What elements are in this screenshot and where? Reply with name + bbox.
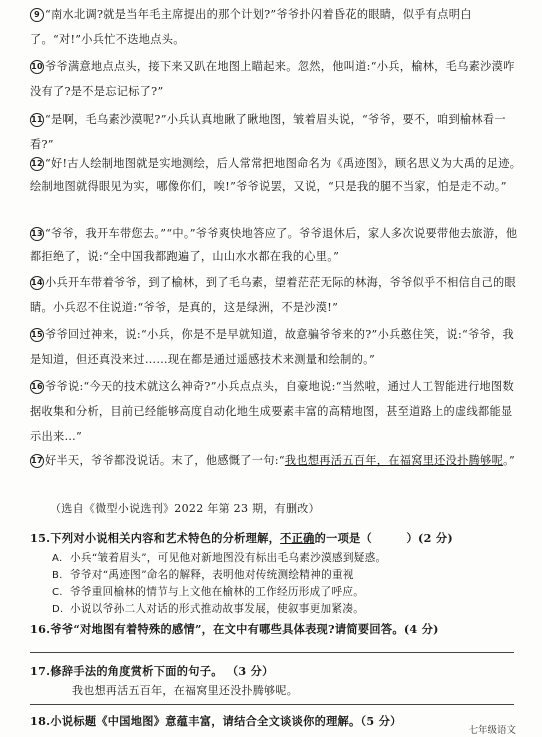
paragraph-number: 14 — [30, 276, 44, 290]
paragraph-9 — [30, 2, 522, 52]
paragraph-10 — [30, 54, 522, 104]
paragraph-number: 15 — [30, 328, 44, 342]
question-15-stem — [30, 529, 522, 547]
option-b — [52, 567, 354, 582]
question-score: 的一项是（ ）(2 分) — [314, 531, 453, 545]
question-18: 18.小说标题《中国地图》意蕴丰富，请结合全文谈谈你的理解。（5 分） — [30, 714, 402, 728]
paragraph-text: “爷爷，我开车带您去。”“中。”爷爷爽快地答应了。爷爷退休后，家人多次说要带他去旅游，他都拒绝了，说:“全中国我都跑遍了，山山水水都在我的心里。” — [30, 227, 518, 263]
option-key: C. — [52, 587, 63, 598]
paragraph-number: 9 — [30, 8, 44, 22]
question-emphasis: 不正确 — [280, 531, 315, 545]
paragraph-text: 好半天，爷爷都没说话。末了，他感慨了一句:“ — [45, 454, 285, 467]
paragraph-number: 11 — [30, 113, 44, 127]
option-text: 爷爷重回榆林的情节与上文他在榆林的工作经历形成了呼应。 — [70, 586, 365, 598]
option-key: B. — [52, 570, 63, 581]
source-note: （选自《微型小说选刊》2022 年第 23 期，有删改） — [50, 502, 320, 515]
paragraph-text: 爷爷满意地点点头，接下来又趴在地图上瞄起来。忽然，他叫道:“小兵，榆林，毛乌素沙漠咋没有了?是不是忘记标了?” — [30, 60, 515, 98]
paragraph-number: 16 — [30, 380, 44, 394]
option-text: 小兵“皱着眉头”，可见他对新地图没有标出毛乌素沙漠感到疑惑。 — [70, 552, 387, 564]
option-c — [52, 584, 364, 599]
question-17: 17.修辞手法的角度赏析下面的句子。 （3 分） — [30, 664, 274, 678]
page-footer: 七年级语文 — [468, 725, 516, 736]
paragraph-text: 爷爷说:“今天的技术就这么神奇?”小兵点点头，自豪地说:“当然啦，通过人工智能进行地图数据收集和分析，目前已经能够高度自动化地生成要素丰富的高精地图，甚至道路上的虚线都能显示出来…” — [30, 380, 515, 443]
paragraph-12 — [30, 152, 522, 198]
paragraph-text-end: 。” — [503, 454, 516, 467]
option-a — [52, 550, 386, 565]
option-text: 小说以爷孙二人对话的形式推动故事发展，使叙事更加紧凑。 — [70, 603, 365, 615]
paragraph-11 — [30, 107, 522, 157]
answer-line[interactable] — [30, 652, 514, 653]
option-key: D. — [52, 604, 64, 615]
question-17-sentence: 我也想再活五百年，在福窝里还没扑腾够呢。 — [72, 684, 298, 697]
paragraph-text: 爷爷回过神来，说:“小兵，你是不是早就知道，故意骗爷爷来的?”小兵憨住笑，说:“爷爷，我是知道，但还真没来过……现在都是通过遥感技术来测量和绘制的。” — [30, 328, 515, 366]
option-key: A. — [52, 553, 63, 564]
paragraph-15 — [30, 322, 522, 372]
paragraph-number: 13 — [30, 227, 44, 241]
underlined-sentence: 我也想再活五百年，在福窝里还没扑腾够呢 — [284, 454, 504, 467]
paragraph-17 — [30, 448, 522, 473]
paragraph-text: “是啊，毛乌素沙漠呢?”小兵认真地瞅了瞅地图，皱着眉头说，“爷爷，要不，咱到榆林看一看?” — [30, 113, 506, 151]
paragraph-text: “南水北调?就是当年毛主席提出的那个计划?”爷爷扑闪着昏花的眼睛，似乎有点明白了。“对!”小兵忙不迭地点头。 — [30, 8, 472, 46]
paragraph-number: 10 — [30, 60, 44, 74]
paragraph-13 — [30, 222, 522, 268]
paragraph-number: 12 — [30, 157, 44, 171]
paragraph-14 — [30, 270, 522, 320]
paragraph-16 — [30, 374, 522, 449]
option-text: 爷爷对“禹迹图”命名的解释，表明他对传统测绘精神的重视 — [70, 569, 354, 581]
answer-line[interactable] — [30, 704, 514, 705]
question-16: 16.爷爷“对地图有着特殊的感情”，在文中有哪些具体表现?请简要回答。(4 分) — [30, 622, 439, 636]
option-d — [52, 601, 364, 616]
paragraph-text: 小兵开车带着爷爷，到了榆林，到了毛乌素，望着茫茫无际的林海，爷爷似乎不相信自己的眼睛。小兵忍不住说道:“爷爷，是真的，这是绿洲，不是沙漠!” — [30, 276, 516, 314]
paragraph-text: “好!古人绘制地图就是实地测绘，后人常常把地图命名为《禹迹图》，顾名思义为大禹的足迹。绘制地图就得眼见为实，哪像你们，唉!”爷爷说罢，又说，“只是我的腿不当家，怕是走不动。” — [30, 157, 522, 193]
paragraph-number: 17 — [30, 454, 44, 468]
question-text: 15.下列对小说相关内容和艺术特色的分析理解， — [30, 531, 281, 545]
